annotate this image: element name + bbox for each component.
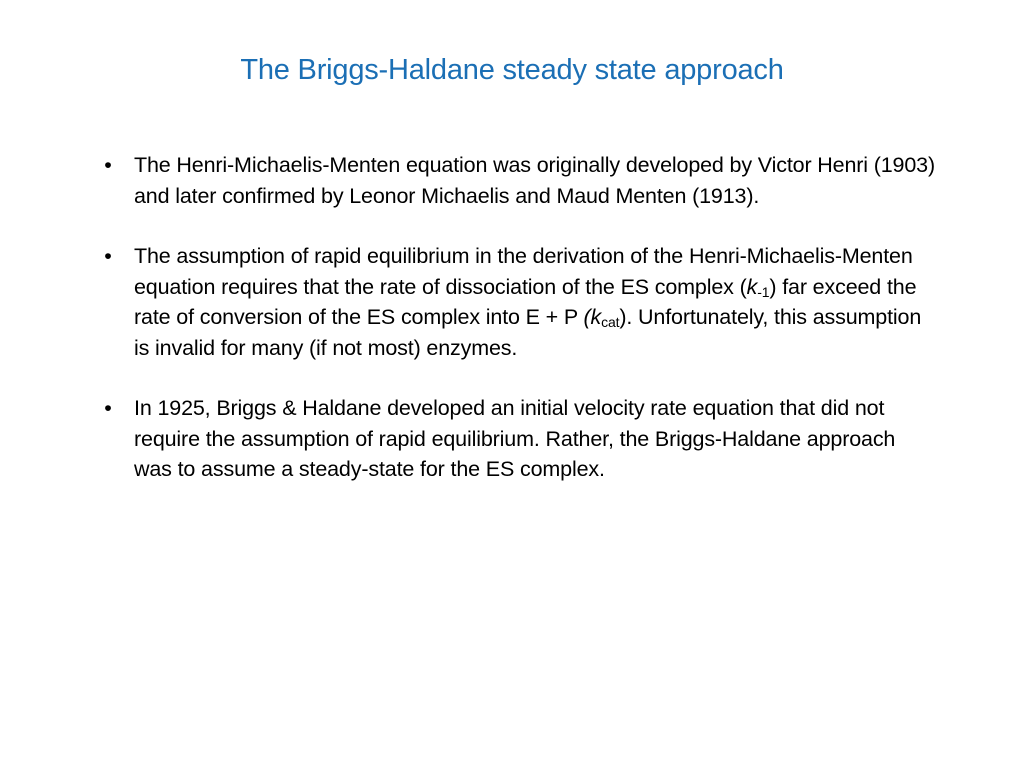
- bullet-icon: •: [104, 244, 112, 268]
- kcat-symbol: k: [590, 305, 602, 329]
- bullet-text-part1: The assumption of rapid equilibrium in the derivation of the Henri-Michaelis-Menten equation requires that the rate of dissociation of the ES complex (: [134, 244, 913, 299]
- slide-title: The Briggs-Haldane steady state approach: [240, 54, 784, 86]
- bullet-text-part3: ). Unfortunately, this assumption is invalid for many (if not most) enzymes.: [134, 305, 922, 360]
- kcat-subscript: cat: [601, 314, 620, 330]
- bullet-list: [98, 150, 938, 515]
- bullet-icon: •: [104, 153, 112, 177]
- bullet-icon: •: [104, 396, 112, 420]
- bullet-text: The Henri-Michaelis-Menten equation was originally developed by Victor Henri (1903) and later confirmed by Leonor Michaelis and Maud Menten (1913).: [134, 153, 935, 208]
- kcat-open-paren: (: [583, 305, 591, 329]
- k-minus-1-subscript: -1: [757, 283, 770, 300]
- bullet-item-briggs-haldane: [98, 393, 938, 485]
- bullet-text-part2: ) far exceed the rate of conversion of the ES complex into E + P: [134, 274, 917, 329]
- k-minus-1-symbol: k: [746, 274, 758, 299]
- bullet-item-history: [98, 150, 938, 211]
- bullet-text: In 1925, Briggs & Haldane developed an initial velocity rate equation that did not require the assumption of rapid equilibrium. Rather, the Briggs-Haldane approach was to assume a steady-state for the ES complex.: [134, 396, 896, 481]
- bullet-item-rapid-equilibrium: [98, 241, 938, 363]
